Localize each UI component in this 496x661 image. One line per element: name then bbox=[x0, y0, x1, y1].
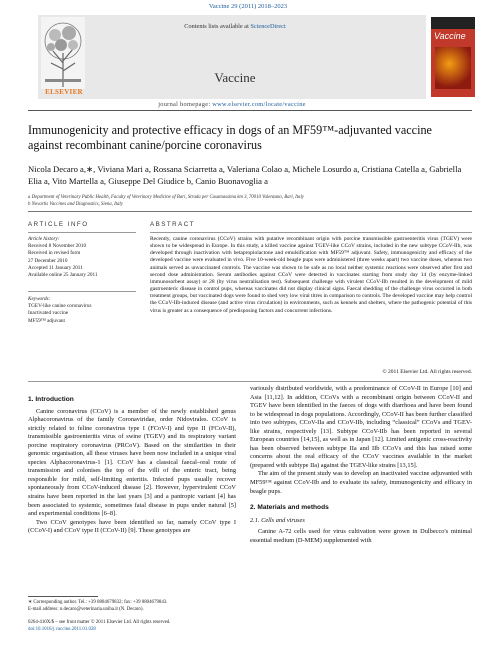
affiliation-a: a Department of Veterinary Public Health, Faculty of Veterinary Medicine of Bari, Strada per Casamassima km 3, 70010 Valenzano, Bari, Italy bbox=[28, 195, 304, 200]
body-paragraph: Two CCoV genotypes have been identified so far, namely CCoV type I (CCoV-I) and CCoV type II (CCoV-II) [9]. These genotypes are bbox=[28, 518, 236, 535]
footnote-contact: ∗ Corresponding author. Tel.: +39 0804679832; fax: +39 0804679843. bbox=[28, 600, 168, 605]
history-line: Received 8 November 2010 bbox=[28, 243, 87, 250]
article-title: Immunogenicity and protective efficacy in dogs of an MF59™-adjuvanted vaccine against recombinant canine/porcine coronavirus bbox=[28, 123, 432, 152]
keywords-block bbox=[28, 296, 138, 325]
history-line: Available online 25 January 2011 bbox=[28, 272, 98, 279]
keyword: MF59™ adjuvant bbox=[28, 317, 65, 324]
journal-cover-image bbox=[431, 17, 475, 97]
elsevier-tree-logo bbox=[41, 17, 85, 89]
section-heading-introduction: 1. Introduction bbox=[28, 396, 74, 403]
body-paragraph: Canine A-72 cells used for virus cultivation were grown in Dulbecco's minimal essential medium (D-MEM) supplemented with bbox=[250, 528, 472, 544]
history-line: 27 December 2010 bbox=[28, 257, 68, 264]
contents-line bbox=[90, 23, 380, 30]
issn-block bbox=[28, 620, 248, 633]
homepage-prefix: journal homepage: bbox=[158, 101, 213, 108]
author-list: Nicola Decaro a,∗, Viviana Mari a, Rossana Sciarretta a, Valeriana Colao a, Michele Losurdo a, Cristiana Catella a, Gabriella Elia a, Vito Martella a, Giuseppe Del Giudice b, Canio Buonavoglia a bbox=[28, 164, 462, 186]
body-paragraph: The aim of the present study was to develop an inactivated vaccine adjuvanted with MF59™ against CCoV-IIb and to evaluate its safety, immunogenicity and efficacy in beagle pups. bbox=[250, 470, 472, 495]
affiliation-divider bbox=[28, 211, 472, 212]
subsection-heading: 2.1. Cells and viruses bbox=[250, 516, 305, 524]
affiliation-b: b Novartis Vaccines and Diagnostics, Siena, Italy bbox=[28, 201, 123, 207]
keywords-divider bbox=[28, 291, 136, 292]
history-label: Article history: bbox=[28, 236, 60, 242]
abstract-copyright: © 2011 Elsevier Ltd. All rights reserved. bbox=[382, 369, 472, 375]
history-line: Received in revised form bbox=[28, 250, 81, 257]
abstract-text: Recently, canine coronavirus (CCoV) strains with putative recombinant origin with porcine transmissible gastroenteritis virus (TGEV) were shown to be widespread in Europe. In this study, a killed vaccine against TGEV-like CCoV strains, included in the new subtype CCoV-IIb, was developed through inactivation with betapropiolactone and emulsification with MF59™ adjuvant. Safety, immunogenicity and efficacy of the developed vaccine were evaluated in vivo. Five 10-week-old beagle pups were administered (three weeks apart) two vaccine doses, whereas two animals served as unvaccinated controls. The vaccine was shown to be safe as no local neither systemic reactions were observed after first and second dose administration. Serum antibodies against CCoV were detected in vaccinates starting from study day 14 (by enzyme-linked immunosorbent assay) or 28 (by virus neutralisation test). Subsequent challenge with virulent CCoV-IIb resulted in the development of mild gastroenteric disease in control pups, whereas vaccinates did not display clinical signs. Faecal shedding of the challenge virus occurred in both treatment groups, but vaccinated dogs were found to shed very low viral titres in comparison to controls. The developed vaccine may help control the CCoV-IIb-induced disease (and active virus circulation) in environments, such as kennels and shelters, where the pathogenic potential of this virus is greater as a consequence of predisposing factors and concurrent infections. bbox=[150, 236, 472, 314]
article-info-heading: ARTICLE INFO bbox=[28, 221, 89, 228]
publisher-name: ELSEVIER bbox=[45, 88, 83, 96]
body-paragraph: variously distributed worldwide, with a predominance of CCoV-II in Europe [10] and Asia [11,12]. In addition, CCoVs with a recombinant origin between CCoV-II and TGEV have been identified in the faeces of dogs with diarrhoea and have been found to be widespread in dogs populations. Accordingly, CCoV-II has been further classified into two subtypes, CCoV-IIa and CCoV-IIb, including “classical” CCoVs and TGEV-like strains, respectively [13]. Subtype CCoV-IIb has been reported in several European countries [14,15], as well as in Japan [12]. Limited antigenic cross-reactivity has been observed between subtype IIa and IIb CCoVs and this has raised some concerns about the real efficacy of the CCoV vaccines available in the market (prepared with subtype IIa) against the TGEV-like strains [13,15]. bbox=[250, 385, 472, 469]
journal-reference: Vaccine 29 (2011) 2018–2023 bbox=[208, 3, 288, 10]
body-column-left bbox=[28, 396, 236, 536]
homepage-link[interactable]: www.elsevier.com/locate/vaccine bbox=[212, 101, 306, 108]
corresponding-author-footnote bbox=[28, 600, 238, 613]
body-column-right bbox=[250, 385, 472, 545]
journal-title: Vaccine bbox=[214, 70, 256, 85]
abstract-heading: ABSTRACT bbox=[150, 221, 196, 228]
sciencedirect-link[interactable]: ScienceDirect bbox=[250, 23, 286, 30]
header-divider bbox=[28, 110, 472, 111]
article-history bbox=[28, 236, 138, 279]
cover-title: Vaccine bbox=[434, 31, 466, 41]
contents-prefix: Contents lists available at bbox=[184, 23, 251, 30]
abstract-bottom-divider bbox=[28, 381, 472, 382]
body-paragraph: Canine coronavirus (CCoV) is a member of the newly established genus Alphacoronavirus of the family Coronaviridae, order Nidovirales. CCoV is strictly related to feline coronavirus type I (FCoV-I) and type II (FCoV-II), transmissible gastroenteritis virus of swine (TGEV) and its respiratory variant porcine respiratory coronavirus (PRCoV). Based on the similarities in their genomic organisation, all these viruses have been now included in a unique viral species Alphacoronavirus-1 [1]. CCoV has a classical faecal–oral route of transmission and colonises the top of the villi of the enteric tract, being responsible for mild, self-limiting enteritis. Infected pups usually recover spontaneously from CCoV-induced disease [2]. However, hypervirulent CCoV strains have been reported in the last years [3] and a pantropic variant [4] has been associated to systemic, sometimes fatal disease in pups under natural [5] and experimental conditions [6–8]. bbox=[28, 407, 236, 518]
article-info-divider bbox=[28, 232, 136, 233]
keywords-label: Keywords: bbox=[28, 296, 51, 302]
footnote-divider bbox=[28, 596, 98, 597]
journal-homepage-line bbox=[38, 101, 426, 108]
keyword: Inactivated vaccine bbox=[28, 310, 69, 317]
footnote-email[interactable]: E-mail address: n.decaro@veterinaria.uniba.it (N. Decaro). bbox=[28, 606, 144, 612]
affiliations bbox=[28, 195, 468, 208]
issn-line: 0264-410X/$ – see front matter © 2011 Elsevier Ltd. All rights reserved. bbox=[28, 620, 171, 625]
history-line: Accepted 11 January 2011 bbox=[28, 264, 83, 271]
section-heading-methods: 2. Materials and methods bbox=[250, 504, 329, 512]
abstract-divider bbox=[150, 232, 472, 233]
keyword: TGEV-like canine coronavirus bbox=[28, 303, 92, 310]
doi-link[interactable]: doi:10.1016/j.vaccine.2011.01.028 bbox=[28, 626, 96, 632]
